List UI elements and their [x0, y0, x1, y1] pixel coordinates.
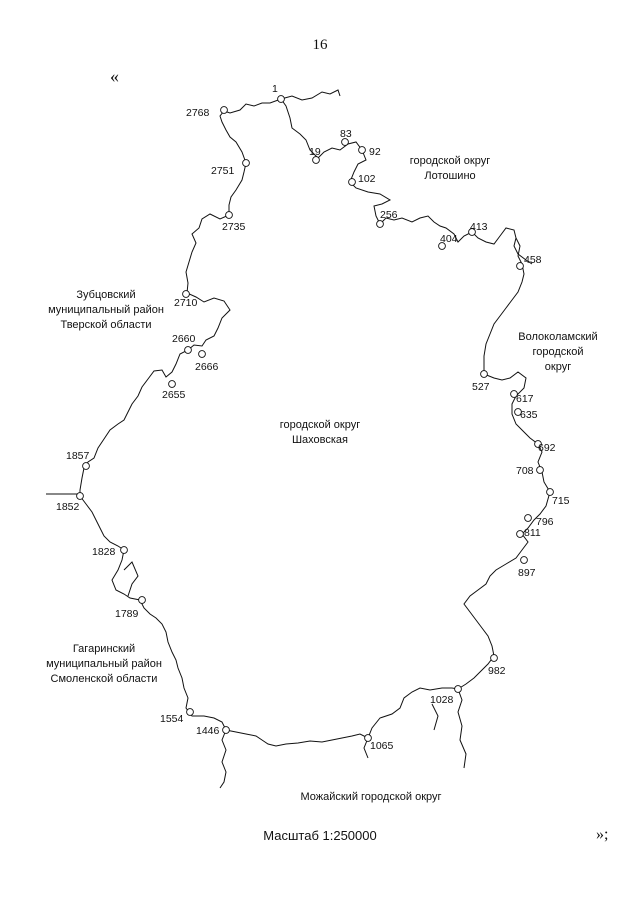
- boundary-point-marker: [521, 557, 528, 564]
- boundary-point-marker: [243, 160, 250, 167]
- boundary-point-label: 1028: [430, 694, 454, 706]
- boundary-point-label: 404: [440, 233, 458, 245]
- boundary-point-marker: [187, 709, 194, 716]
- outer-line-south-a: [220, 730, 226, 788]
- boundary-point-label: 617: [516, 393, 534, 405]
- boundary-point-label: 413: [470, 221, 488, 233]
- boundary-point-marker: [491, 655, 498, 662]
- boundary-point-marker: [517, 531, 524, 538]
- boundary-point-marker: [278, 96, 285, 103]
- region-label-south-west: Гагаринский муниципальный район Смоленской области: [46, 643, 162, 685]
- boundary-point-label: 458: [524, 254, 542, 266]
- outer-line-southwest: [124, 562, 138, 596]
- boundary-point-label: 1446: [196, 725, 220, 737]
- boundary-point-label: 102: [358, 173, 376, 185]
- boundary-point-marker: [377, 221, 384, 228]
- boundary-point-marker: [77, 493, 84, 500]
- boundary-point-marker: [139, 597, 146, 604]
- boundary-point-label: 92: [369, 146, 381, 158]
- boundary-point-label: 1852: [56, 501, 80, 513]
- boundary-point-marker: [517, 263, 524, 270]
- boundary-point-label: 256: [380, 209, 398, 221]
- boundary-point-label: 1: [272, 83, 278, 95]
- boundary-point-marker: [185, 347, 192, 354]
- boundary-point-label: 527: [472, 381, 490, 393]
- boundary-point-label: 2735: [222, 221, 246, 233]
- boundary-point-label: 715: [552, 495, 570, 507]
- boundary-point-label: 1789: [115, 608, 139, 620]
- boundary-point-marker: [199, 351, 206, 358]
- opening-quote: «: [110, 66, 119, 86]
- boundary-point-label: 2666: [195, 361, 219, 373]
- boundary-point-label: 1828: [92, 546, 116, 558]
- boundary-point-marker: [223, 727, 230, 734]
- boundary-point-label: 83: [340, 128, 352, 140]
- boundary-point-label: 2660: [172, 333, 196, 345]
- scale-label: Масштаб 1:250000: [263, 828, 377, 843]
- page-number: 16: [312, 37, 328, 53]
- boundary-point-label: 19: [309, 146, 321, 158]
- region-label-center: городской округ Шаховская: [279, 419, 361, 446]
- boundary-point-label: 982: [488, 665, 506, 677]
- region-label-west: Зубцовский муниципальный район Тверской области: [48, 289, 164, 331]
- boundary-point-marker: [221, 107, 228, 114]
- boundary-point-label: 1857: [66, 450, 90, 462]
- boundary-point-label: 635: [520, 409, 538, 421]
- region-label-north-east: городской округ Лотошино: [409, 155, 491, 182]
- boundary-point-marker: [226, 212, 233, 219]
- boundary-point-label: 897: [518, 567, 536, 579]
- region-label-south: Можайский городской округ: [300, 791, 442, 803]
- boundary-point-marker: [121, 547, 128, 554]
- outer-line-north: [281, 90, 340, 100]
- boundary-point-label: 2768: [186, 107, 210, 119]
- boundary-point-label: 811: [524, 527, 541, 539]
- boundary-point-marker: [455, 686, 462, 693]
- boundary-point-label: 708: [516, 465, 534, 477]
- boundary-point-marker: [537, 467, 544, 474]
- region-label-east: Волоколамский городской округ: [518, 331, 598, 373]
- boundary-point-label: 1554: [160, 713, 184, 725]
- boundary-point-label: 2655: [162, 389, 186, 401]
- boundary-point-marker: [359, 147, 366, 154]
- boundary-point-label: 692: [538, 442, 556, 454]
- boundary-point-marker: [481, 371, 488, 378]
- boundary-point-label: 796: [536, 516, 554, 528]
- outer-line-southeast: [458, 689, 466, 768]
- closing-quote: »;: [596, 826, 609, 843]
- boundary-point-marker: [525, 515, 532, 522]
- boundary-point-label: 1065: [370, 740, 394, 752]
- boundary-point-marker: [83, 463, 90, 470]
- outer-line-south-c: [432, 704, 438, 730]
- boundary-point-marker: [169, 381, 176, 388]
- boundary-point-marker: [349, 179, 356, 186]
- boundary-point-label: 2710: [174, 297, 198, 309]
- boundary-point-label: 2751: [211, 165, 235, 177]
